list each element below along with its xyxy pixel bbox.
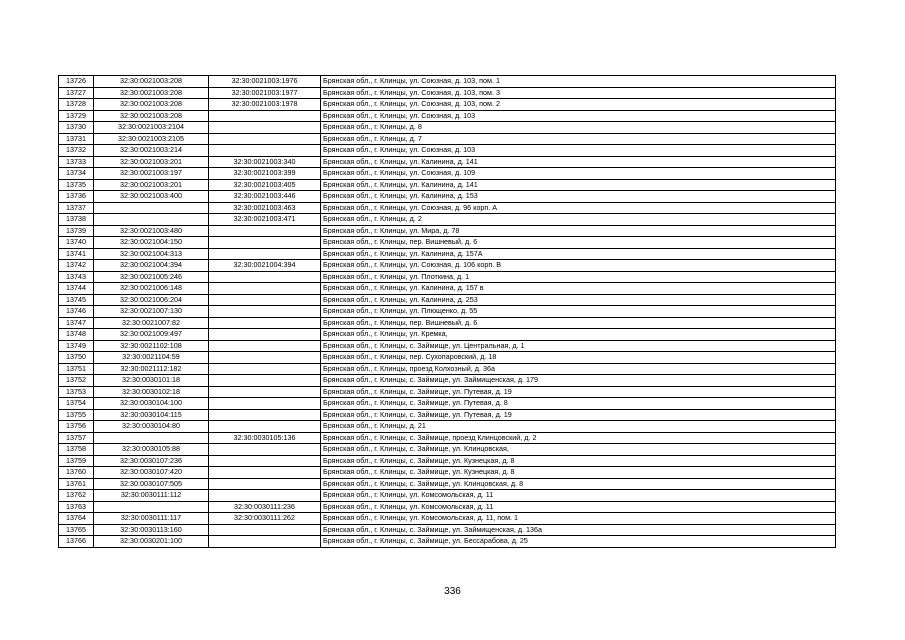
parcel-number-cell: 32:30:0030113:160 xyxy=(94,524,209,536)
parcel-number-cell: 32:30:0030111:117 xyxy=(94,513,209,525)
parcel-number-cell xyxy=(94,501,209,513)
row-number-cell: 13735 xyxy=(59,179,94,191)
building-number-cell xyxy=(209,306,321,318)
address-cell: Брянская обл., г. Клинцы, ул. Союзная, д. 103, пом. 1 xyxy=(321,76,836,88)
building-number-cell xyxy=(209,329,321,341)
parcel-number-cell: 32:30:0030104:115 xyxy=(94,409,209,421)
table-row xyxy=(59,340,836,352)
row-number-cell: 13737 xyxy=(59,202,94,214)
table-row xyxy=(59,214,836,226)
parcel-number-cell: 32:30:0021003:480 xyxy=(94,225,209,237)
address-cell: Брянская обл., г. Клинцы, ул. Калинина, д. 253 xyxy=(321,294,836,306)
address-cell: Брянская обл., г. Клинцы, с. Займище, ул. Займищенская, д. 136а xyxy=(321,524,836,536)
row-number-cell: 13736 xyxy=(59,191,94,203)
address-cell: Брянская обл., г. Клинцы, ул. Мира, д. 78 xyxy=(321,225,836,237)
parcel-number-cell: 32:30:0021007:82 xyxy=(94,317,209,329)
address-cell: Брянская обл., г. Клинцы, ул. Калинина, д. 153 xyxy=(321,191,836,203)
building-number-cell xyxy=(209,145,321,157)
row-number-cell: 13745 xyxy=(59,294,94,306)
table-body xyxy=(59,76,836,548)
table-row xyxy=(59,87,836,99)
parcel-number-cell: 32:30:0021005:246 xyxy=(94,271,209,283)
address-cell: Брянская обл., г. Клинцы, с. Займище, ул. Кузнецкая, д. 8 xyxy=(321,455,836,467)
parcel-number-cell: 32:30:0021003:208 xyxy=(94,87,209,99)
building-number-cell xyxy=(209,352,321,364)
table-row xyxy=(59,386,836,398)
address-cell: Брянская обл., г. Клинцы, проезд Колхозный, д. 36а xyxy=(321,363,836,375)
parcel-number-cell: 32:30:0021004:313 xyxy=(94,248,209,260)
building-number-cell: 32:30:0021003:446 xyxy=(209,191,321,203)
table-row xyxy=(59,421,836,433)
building-number-cell xyxy=(209,294,321,306)
address-cell: Брянская обл., г. Клинцы, пер. Сухопаровский, д. 18 xyxy=(321,352,836,364)
address-cell: Брянская обл., г. Клинцы, ул. Союзная, д. 106 корп. В xyxy=(321,260,836,272)
building-number-cell: 32:30:0021003:1976 xyxy=(209,76,321,88)
building-number-cell: 32:30:0021003:1977 xyxy=(209,87,321,99)
building-number-cell xyxy=(209,455,321,467)
address-cell: Брянская обл., г. Клинцы, пер. Вишневый, д. 6 xyxy=(321,237,836,249)
table-row xyxy=(59,191,836,203)
address-cell: Брянская обл., г. Клинцы, с. Займище, ул. Центральная, д. 1 xyxy=(321,340,836,352)
table-row xyxy=(59,237,836,249)
table-row xyxy=(59,283,836,295)
address-cell: Брянская обл., г. Клинцы, ул. Калинина, д. 141 xyxy=(321,156,836,168)
table-row xyxy=(59,317,836,329)
address-cell: Брянская обл., г. Клинцы, пер. Вишневый, д. 6 xyxy=(321,317,836,329)
row-number-cell: 13739 xyxy=(59,225,94,237)
row-number-cell: 13755 xyxy=(59,409,94,421)
table-row xyxy=(59,490,836,502)
address-cell: Брянская обл., г. Клинцы, ул. Плоткина, д. 1 xyxy=(321,271,836,283)
row-number-cell: 13753 xyxy=(59,386,94,398)
building-number-cell xyxy=(209,386,321,398)
address-cell: Брянская обл., г. Клинцы, ул. Союзная, д. 103, пом. 3 xyxy=(321,87,836,99)
table-row xyxy=(59,271,836,283)
address-cell: Брянская обл., г. Клинцы, ул. Кремка, xyxy=(321,329,836,341)
row-number-cell: 13765 xyxy=(59,524,94,536)
parcel-number-cell: 32:30:0021003:201 xyxy=(94,156,209,168)
address-cell: Брянская обл., г. Клинцы, ул. Калинина, д. 141 xyxy=(321,179,836,191)
row-number-cell: 13759 xyxy=(59,455,94,467)
row-number-cell: 13760 xyxy=(59,467,94,479)
building-number-cell xyxy=(209,225,321,237)
parcel-number-cell xyxy=(94,202,209,214)
parcel-number-cell xyxy=(94,432,209,444)
row-number-cell: 13731 xyxy=(59,133,94,145)
address-cell: Брянская обл., г. Клинцы, ул. Союзная, д. 96 корп. А xyxy=(321,202,836,214)
table-row xyxy=(59,524,836,536)
row-number-cell: 13757 xyxy=(59,432,94,444)
table-row xyxy=(59,110,836,122)
table-row xyxy=(59,179,836,191)
row-number-cell: 13734 xyxy=(59,168,94,180)
address-cell: Брянская обл., г. Клинцы, с. Займище, ул. Клинцовская, xyxy=(321,444,836,456)
building-number-cell xyxy=(209,340,321,352)
table-row xyxy=(59,260,836,272)
row-number-cell: 13754 xyxy=(59,398,94,410)
table-row xyxy=(59,145,836,157)
building-number-cell xyxy=(209,317,321,329)
address-cell: Брянская обл., г. Клинцы, ул. Союзная, д. 103 xyxy=(321,145,836,157)
table-row xyxy=(59,133,836,145)
table-row xyxy=(59,409,836,421)
parcel-number-cell: 32:30:0030104:100 xyxy=(94,398,209,410)
parcel-number-cell: 32:30:0021004:150 xyxy=(94,237,209,249)
table-row xyxy=(59,455,836,467)
table-row xyxy=(59,444,836,456)
row-number-cell: 13746 xyxy=(59,306,94,318)
building-number-cell xyxy=(209,421,321,433)
row-number-cell: 13756 xyxy=(59,421,94,433)
parcel-number-cell: 32:30:0021003:201 xyxy=(94,179,209,191)
row-number-cell: 13748 xyxy=(59,329,94,341)
address-cell: Брянская обл., г. Клинцы, с. Займище, ул. Клинцовская, д. 8 xyxy=(321,478,836,490)
building-number-cell xyxy=(209,444,321,456)
address-cell: Брянская обл., г. Клинцы, с. Займище, проезд Клинцовский, д. 2 xyxy=(321,432,836,444)
building-number-cell xyxy=(209,283,321,295)
parcel-number-cell: 32:30:0030107:505 xyxy=(94,478,209,490)
table-row xyxy=(59,225,836,237)
building-number-cell xyxy=(209,524,321,536)
row-number-cell: 13750 xyxy=(59,352,94,364)
row-number-cell: 13741 xyxy=(59,248,94,260)
address-cell: Брянская обл., г. Клинцы, д. 8 xyxy=(321,122,836,134)
table-row xyxy=(59,168,836,180)
address-cell: Брянская обл., г. Клинцы, ул. Калинина, д. 157 в xyxy=(321,283,836,295)
parcel-number-cell: 32:30:0021003:197 xyxy=(94,168,209,180)
table-row xyxy=(59,352,836,364)
building-number-cell xyxy=(209,490,321,502)
row-number-cell: 13742 xyxy=(59,260,94,272)
table-row xyxy=(59,76,836,88)
address-cell: Брянская обл., г. Клинцы, с. Займище, ул. Кузнецкая, д. 8 xyxy=(321,467,836,479)
address-cell: Брянская обл., г. Клинцы, ул. Плющенко, д. 55 xyxy=(321,306,836,318)
row-number-cell: 13744 xyxy=(59,283,94,295)
parcel-number-cell xyxy=(94,214,209,226)
parcel-number-cell: 32:30:0030107:236 xyxy=(94,455,209,467)
parcel-number-cell: 32:30:0021003:2104 xyxy=(94,122,209,134)
parcel-number-cell: 32:30:0021003:208 xyxy=(94,76,209,88)
row-number-cell: 13752 xyxy=(59,375,94,387)
row-number-cell: 13764 xyxy=(59,513,94,525)
table-row xyxy=(59,329,836,341)
building-number-cell xyxy=(209,398,321,410)
table-row xyxy=(59,375,836,387)
parcel-number-cell: 32:30:0021003:208 xyxy=(94,110,209,122)
building-number-cell xyxy=(209,271,321,283)
table-row xyxy=(59,467,836,479)
parcel-number-cell: 32:30:0021006:204 xyxy=(94,294,209,306)
building-number-cell: 32:30:0030111:262 xyxy=(209,513,321,525)
page-number: 336 xyxy=(444,586,461,597)
row-number-cell: 13732 xyxy=(59,145,94,157)
parcel-number-cell: 32:30:0030201:100 xyxy=(94,536,209,548)
table-row xyxy=(59,122,836,134)
building-number-cell xyxy=(209,133,321,145)
parcel-number-cell: 32:30:0030101:18 xyxy=(94,375,209,387)
parcel-number-cell: 32:30:0030102:18 xyxy=(94,386,209,398)
row-number-cell: 13763 xyxy=(59,501,94,513)
table-row xyxy=(59,478,836,490)
table-row xyxy=(59,248,836,260)
building-number-cell xyxy=(209,122,321,134)
table-row xyxy=(59,432,836,444)
building-number-cell: 32:30:0021003:463 xyxy=(209,202,321,214)
row-number-cell: 13762 xyxy=(59,490,94,502)
row-number-cell: 13761 xyxy=(59,478,94,490)
table-row xyxy=(59,501,836,513)
address-cell: Брянская обл., г. Клинцы, ул. Комсомольская, д. 11 xyxy=(321,501,836,513)
parcel-number-cell: 32:30:0030104:80 xyxy=(94,421,209,433)
parcel-number-cell: 32:30:0021007:130 xyxy=(94,306,209,318)
building-number-cell xyxy=(209,375,321,387)
parcel-number-cell: 32:30:0021003:208 xyxy=(94,99,209,111)
row-number-cell: 13749 xyxy=(59,340,94,352)
row-number-cell: 13743 xyxy=(59,271,94,283)
building-number-cell: 32:30:0030111:236 xyxy=(209,501,321,513)
address-cell: Брянская обл., г. Клинцы, ул. Союзная, д. 109 xyxy=(321,168,836,180)
row-number-cell: 13726 xyxy=(59,76,94,88)
address-cell: Брянская обл., г. Клинцы, ул. Комсомольская, д. 11, пом. 1 xyxy=(321,513,836,525)
building-number-cell: 32:30:0021003:1978 xyxy=(209,99,321,111)
row-number-cell: 13727 xyxy=(59,87,94,99)
parcel-number-cell: 32:30:0021009:497 xyxy=(94,329,209,341)
table-row xyxy=(59,294,836,306)
row-number-cell: 13747 xyxy=(59,317,94,329)
parcel-number-cell: 32:30:0021003:2105 xyxy=(94,133,209,145)
address-cell: Брянская обл., г. Клинцы, ул. Союзная, д. 103 xyxy=(321,110,836,122)
building-number-cell xyxy=(209,478,321,490)
table-row xyxy=(59,513,836,525)
row-number-cell: 13740 xyxy=(59,237,94,249)
address-cell: Брянская обл., г. Клинцы, с. Займище, ул. Займищенская, д. 179 xyxy=(321,375,836,387)
building-number-cell xyxy=(209,248,321,260)
parcel-number-cell: 32:30:0021112:182 xyxy=(94,363,209,375)
building-number-cell xyxy=(209,237,321,249)
address-cell: Брянская обл., г. Клинцы, с. Займище, ул. Путевая, д. 8 xyxy=(321,398,836,410)
table-row xyxy=(59,398,836,410)
table-row xyxy=(59,363,836,375)
row-number-cell: 13758 xyxy=(59,444,94,456)
building-number-cell: 32:30:0030105:136 xyxy=(209,432,321,444)
parcel-number-cell: 32:30:0021003:400 xyxy=(94,191,209,203)
address-cell: Брянская обл., г. Клинцы, с. Займище, ул. Путевая, д. 19 xyxy=(321,409,836,421)
address-cell: Брянская обл., г. Клинцы, с. Займище, ул. Бессарабова, д. 25 xyxy=(321,536,836,548)
building-number-cell: 32:30:0021003:405 xyxy=(209,179,321,191)
address-cell: Брянская обл., г. Клинцы, д. 21 xyxy=(321,421,836,433)
table-row xyxy=(59,536,836,548)
parcel-number-cell: 32:30:0021006:148 xyxy=(94,283,209,295)
building-number-cell xyxy=(209,536,321,548)
building-number-cell: 32:30:0021003:471 xyxy=(209,214,321,226)
parcel-number-cell: 32:30:0030105:88 xyxy=(94,444,209,456)
building-number-cell xyxy=(209,363,321,375)
row-number-cell: 13738 xyxy=(59,214,94,226)
table-row xyxy=(59,99,836,111)
address-cell: Брянская обл., г. Клинцы, д. 7 xyxy=(321,133,836,145)
address-cell: Брянская обл., г. Клинцы, д. 2 xyxy=(321,214,836,226)
building-number-cell: 32:30:0021004:394 xyxy=(209,260,321,272)
table-row xyxy=(59,156,836,168)
row-number-cell: 13751 xyxy=(59,363,94,375)
address-cell: Брянская обл., г. Клинцы, ул. Союзная, д. 103, пом. 2 xyxy=(321,99,836,111)
row-number-cell: 13733 xyxy=(59,156,94,168)
address-cell: Брянская обл., г. Клинцы, с. Займище, ул. Путевая, д. 19 xyxy=(321,386,836,398)
cadastral-table xyxy=(58,75,836,548)
table-row xyxy=(59,202,836,214)
row-number-cell: 13728 xyxy=(59,99,94,111)
parcel-number-cell: 32:30:0030111:112 xyxy=(94,490,209,502)
parcel-number-cell: 32:30:0021003:214 xyxy=(94,145,209,157)
parcel-number-cell: 32:30:0021004:394 xyxy=(94,260,209,272)
address-cell: Брянская обл., г. Клинцы, ул. Комсомольская, д. 11 xyxy=(321,490,836,502)
parcel-number-cell: 32:30:0021102:108 xyxy=(94,340,209,352)
table-row xyxy=(59,306,836,318)
row-number-cell: 13729 xyxy=(59,110,94,122)
building-number-cell: 32:30:0021003:340 xyxy=(209,156,321,168)
building-number-cell xyxy=(209,110,321,122)
parcel-number-cell: 32:30:0030107:420 xyxy=(94,467,209,479)
row-number-cell: 13730 xyxy=(59,122,94,134)
address-cell: Брянская обл., г. Клинцы, ул. Калинина, д. 157А xyxy=(321,248,836,260)
building-number-cell xyxy=(209,409,321,421)
building-number-cell: 32:30:0021003:399 xyxy=(209,168,321,180)
building-number-cell xyxy=(209,467,321,479)
row-number-cell: 13766 xyxy=(59,536,94,548)
parcel-number-cell: 32:30:0021104:59 xyxy=(94,352,209,364)
